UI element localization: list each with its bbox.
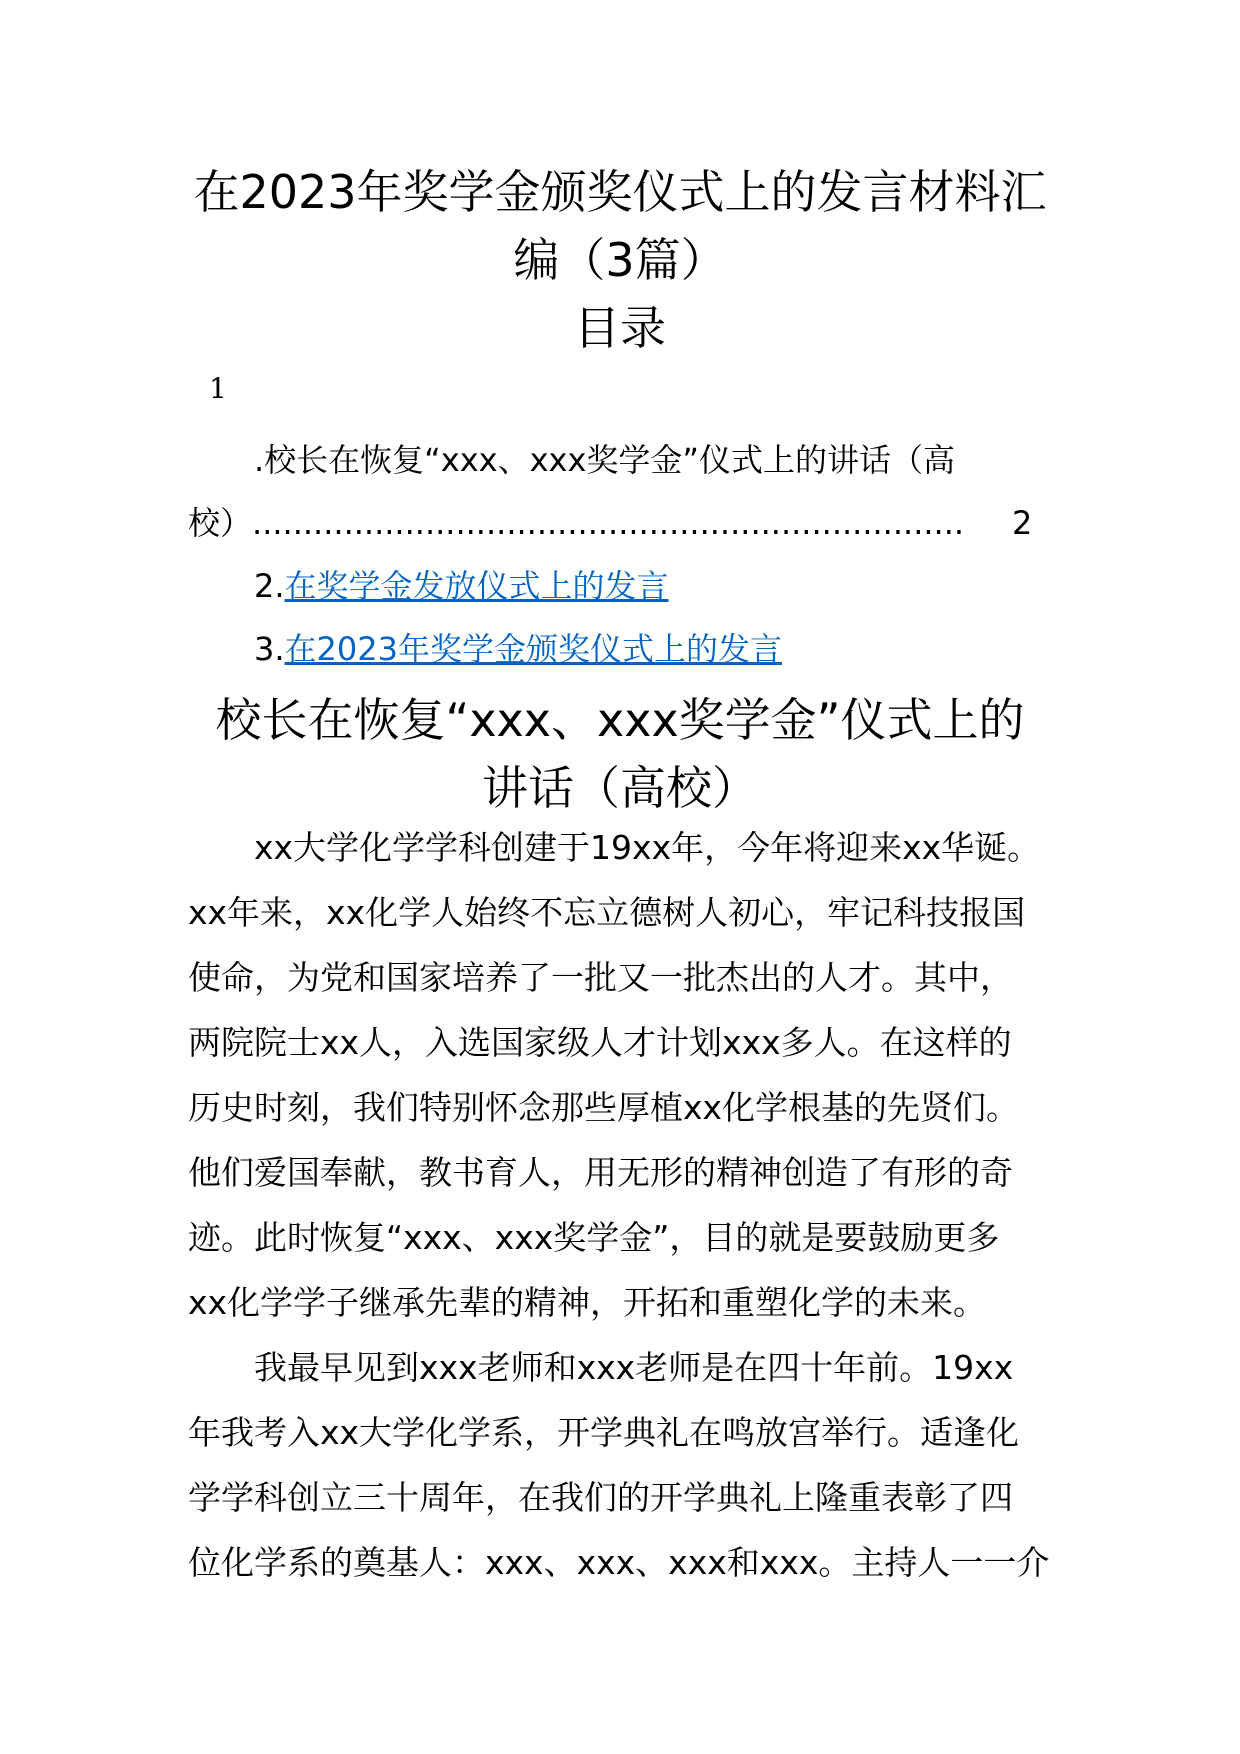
- toc-item-2[interactable]: [254, 566, 669, 606]
- toc-heading: 目录: [574, 301, 666, 355]
- paragraph-1-line-7: 迹。此时恢复“xxx、xxx奖学金”，目的就是要鼓励更多: [188, 1218, 1000, 1257]
- toc-item-3[interactable]: [254, 629, 782, 669]
- toc-item-1-line2[interactable]: [188, 503, 1060, 543]
- paragraph-2-line-4: 位化学系的奠基人：xxx、xxx、xxx和xxx。主持人一一介: [188, 1543, 1050, 1582]
- paragraph-2-line-2: 年我考入xx大学化学系，开学典礼在鸣放宫举行。适逢化: [188, 1413, 1020, 1452]
- toc-item-2-prefix: 2.: [254, 567, 285, 605]
- paragraph-2-line-1: 我最早见到xxx老师和xxx老师是在四十年前。19xx: [254, 1348, 1014, 1387]
- toc-item-1-text: 校）: [188, 504, 253, 542]
- toc-item-3-prefix: 3.: [254, 630, 285, 668]
- paragraph-1-line-4: 两院院士xx人，入选国家级人才计划xxx多人。在这样的: [188, 1023, 1012, 1062]
- paragraph-2-line-3: 学学科创立三十周年，在我们的开学典礼上隆重表彰了四: [188, 1478, 1013, 1517]
- paragraph-1-line-3: 使命，为党和国家培养了一批又一批杰出的人才。其中，: [188, 958, 1013, 997]
- paragraph-1-line-2: xx年来，xx化学人始终不忘立德树人初心，牢记科技报国: [188, 893, 1026, 932]
- section-title-line1: 校长在恢复“xxx、xxx奖学金”仪式上的: [215, 693, 1025, 747]
- toc-item-2-link[interactable]: 在奖学金发放仪式上的发言: [284, 567, 669, 605]
- document-title-line1: 在2023年奖学金颁奖仪式上的发言材料汇: [193, 165, 1047, 219]
- paragraph-1-line-5: 历史时刻，我们特别怀念那些厚植xx化学根基的先贤们。: [188, 1088, 1020, 1127]
- toc-item-1-line1[interactable]: .校长在恢复“xxx、xxx奖学金”仪式上的讲话（高: [254, 441, 955, 479]
- toc-page-number: 1: [209, 372, 227, 405]
- section-title-line2: 讲话（高校）: [482, 761, 758, 815]
- toc-item-1-page: 2: [1012, 504, 1033, 542]
- paragraph-1-line-1: xx大学化学学科创建于19xx年，今年将迎来xx华诞。: [254, 828, 1041, 867]
- paragraph-1-line-6: 他们爱国奉献，教书育人，用无形的精神创造了有形的奇: [188, 1153, 1013, 1192]
- paragraph-1-line-8: xx化学学子继承先辈的精神，开拓和重塑化学的未来。: [188, 1283, 987, 1322]
- toc-leader-dots: ......................................................................: [252, 504, 965, 542]
- document-title-line2: 编（3篇）: [513, 233, 727, 287]
- toc-item-3-link[interactable]: 在2023年奖学金颁奖仪式上的发言: [284, 630, 782, 668]
